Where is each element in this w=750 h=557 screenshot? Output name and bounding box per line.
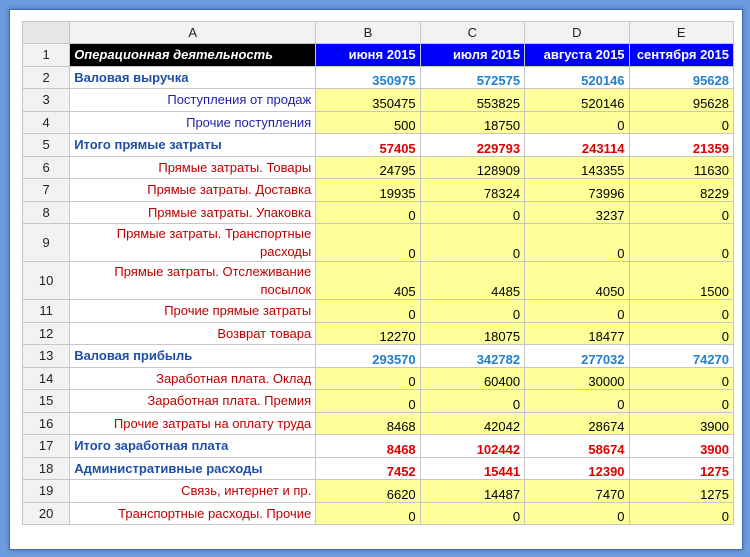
value-cell[interactable]: 0: [420, 224, 524, 262]
table-row: [23, 262, 734, 300]
table-row: [23, 201, 734, 224]
value-cell[interactable]: 143355: [525, 156, 629, 179]
table-row: [23, 179, 734, 202]
value-cell[interactable]: 0: [525, 224, 629, 262]
table-row: [23, 89, 734, 112]
value-cell[interactable]: 0: [316, 201, 420, 224]
table-row: [23, 367, 734, 390]
row-label-cell[interactable]: Связь, интернет и пр.: [70, 480, 316, 503]
value-cell[interactable]: 42042: [420, 412, 524, 435]
value-cell[interactable]: 0: [420, 390, 524, 413]
value-cell[interactable]: 3237: [525, 201, 629, 224]
value-cell[interactable]: 73996: [525, 179, 629, 202]
value-cell[interactable]: 12390: [525, 457, 629, 480]
value-cell[interactable]: 520146: [525, 89, 629, 112]
value-cell[interactable]: 0: [629, 390, 733, 413]
value-cell[interactable]: 0: [629, 367, 733, 390]
row-number[interactable]: 7: [23, 179, 70, 202]
value-cell[interactable]: 0: [525, 502, 629, 525]
row-label-cell[interactable]: Прочие прямые затраты: [70, 300, 316, 323]
value-cell[interactable]: 18750: [420, 111, 524, 134]
value-cell[interactable]: 350475: [316, 89, 420, 112]
table-row: [23, 111, 734, 134]
row-label-cell[interactable]: Прочие поступления: [70, 111, 316, 134]
row-label-cell[interactable]: Прямые затраты. Товары: [70, 156, 316, 179]
value-cell[interactable]: 572575: [420, 66, 524, 89]
value-cell[interactable]: 19935: [316, 179, 420, 202]
row-label-cell[interactable]: Прочие затраты на оплату труда: [70, 412, 316, 435]
value-cell[interactable]: 11630: [629, 156, 733, 179]
value-cell[interactable]: 277032: [525, 345, 629, 368]
value-cell[interactable]: 243114: [525, 134, 629, 157]
row-number[interactable]: 16: [23, 412, 70, 435]
month-header-cell[interactable]: сентября 2015: [629, 44, 733, 67]
table-row: [23, 322, 734, 345]
value-cell[interactable]: 78324: [420, 179, 524, 202]
month-header-cell[interactable]: июля 2015: [420, 44, 524, 67]
month-header-cell[interactable]: августа 2015: [525, 44, 629, 67]
value-cell[interactable]: 12270: [316, 322, 420, 345]
value-cell[interactable]: 0: [525, 111, 629, 134]
value-cell[interactable]: 128909: [420, 156, 524, 179]
column-header-d[interactable]: D: [525, 22, 629, 44]
value-cell[interactable]: 28674: [525, 412, 629, 435]
row-number[interactable]: 15: [23, 390, 70, 413]
column-header-a[interactable]: A: [70, 22, 316, 44]
table-row: [23, 44, 734, 67]
column-header-row: [23, 22, 734, 44]
value-cell[interactable]: 8468: [316, 412, 420, 435]
row-number[interactable]: 2: [23, 66, 70, 89]
table-row: [23, 502, 734, 525]
table-row: [23, 156, 734, 179]
table-row: [23, 457, 734, 480]
row-label-cell[interactable]: Итого прямые затраты: [70, 134, 316, 157]
row-number[interactable]: 8: [23, 201, 70, 224]
value-cell[interactable]: 8468: [316, 435, 420, 458]
value-cell[interactable]: 0: [629, 111, 733, 134]
value-cell[interactable]: 4485: [420, 262, 524, 300]
column-header-b[interactable]: B: [316, 22, 420, 44]
value-cell[interactable]: 102442: [420, 435, 524, 458]
value-cell[interactable]: 21359: [629, 134, 733, 157]
value-cell[interactable]: 3900: [629, 435, 733, 458]
table-row: [23, 435, 734, 458]
row-label-cell[interactable]: Валовая выручка: [70, 66, 316, 89]
table-row: [23, 390, 734, 413]
month-header-cell[interactable]: июня 2015: [316, 44, 420, 67]
row-label-cell[interactable]: Поступления от продаж: [70, 89, 316, 112]
table-row: [23, 134, 734, 157]
row-label-cell[interactable]: Прямые затраты. Упаковка: [70, 201, 316, 224]
value-cell[interactable]: 0: [316, 367, 420, 390]
table-row: [23, 345, 734, 368]
value-cell[interactable]: 95628: [629, 66, 733, 89]
table-row: [23, 480, 734, 503]
row-number[interactable]: 4: [23, 111, 70, 134]
row-label-cell[interactable]: Административные расходы: [70, 457, 316, 480]
row-number[interactable]: 13: [23, 345, 70, 368]
column-header-c[interactable]: C: [420, 22, 524, 44]
row-number[interactable]: 3: [23, 89, 70, 112]
row-label-cell[interactable]: Прямые затраты. Отслеживание посылок: [70, 262, 316, 300]
row-label-cell[interactable]: Заработная плата. Оклад: [70, 367, 316, 390]
value-cell[interactable]: 553825: [420, 89, 524, 112]
row-label-cell[interactable]: Заработная плата. Премия: [70, 390, 316, 413]
column-header-e[interactable]: E: [629, 22, 733, 44]
value-cell[interactable]: 0: [629, 502, 733, 525]
value-cell[interactable]: 293570: [316, 345, 420, 368]
value-cell[interactable]: 229793: [420, 134, 524, 157]
spreadsheet-grid: [22, 21, 734, 525]
row-number[interactable]: 1: [23, 44, 70, 67]
value-cell[interactable]: 0: [420, 201, 524, 224]
value-cell[interactable]: 7452: [316, 457, 420, 480]
row-number[interactable]: 18: [23, 457, 70, 480]
row-label-cell[interactable]: Прямые затраты. Доставка: [70, 179, 316, 202]
value-cell[interactable]: 342782: [420, 345, 524, 368]
value-cell[interactable]: 60400: [420, 367, 524, 390]
row-number[interactable]: 5: [23, 134, 70, 157]
table-row: [23, 224, 734, 262]
value-cell[interactable]: 0: [525, 300, 629, 323]
row-label-cell[interactable]: Валовая прибыль: [70, 345, 316, 368]
value-cell[interactable]: 1500: [629, 262, 733, 300]
value-cell[interactable]: 0: [629, 224, 733, 262]
select-all-corner[interactable]: [23, 22, 70, 44]
value-cell[interactable]: 7470: [525, 480, 629, 503]
spreadsheet-frame: [9, 9, 743, 550]
row-label-cell[interactable]: Итого заработная плата: [70, 435, 316, 458]
value-cell[interactable]: 0: [629, 322, 733, 345]
value-cell[interactable]: 1275: [629, 457, 733, 480]
value-cell[interactable]: 18075: [420, 322, 524, 345]
value-cell[interactable]: 1275: [629, 480, 733, 503]
value-cell[interactable]: 4050: [525, 262, 629, 300]
value-cell[interactable]: 0: [316, 224, 420, 262]
row-number[interactable]: 11: [23, 300, 70, 323]
table-row: [23, 66, 734, 89]
value-cell[interactable]: 0: [420, 502, 524, 525]
value-cell[interactable]: 0: [525, 390, 629, 413]
value-cell[interactable]: 15441: [420, 457, 524, 480]
value-cell[interactable]: 405: [316, 262, 420, 300]
value-cell[interactable]: 3900: [629, 412, 733, 435]
row-number[interactable]: 19: [23, 480, 70, 503]
row-number[interactable]: 17: [23, 435, 70, 458]
value-cell[interactable]: 14487: [420, 480, 524, 503]
value-cell[interactable]: 520146: [525, 66, 629, 89]
value-cell[interactable]: 0: [629, 300, 733, 323]
row-number[interactable]: 10: [23, 262, 70, 300]
value-cell[interactable]: 0: [316, 390, 420, 413]
value-cell[interactable]: 24795: [316, 156, 420, 179]
value-cell[interactable]: 500: [316, 111, 420, 134]
value-cell[interactable]: 350975: [316, 66, 420, 89]
value-cell[interactable]: 0: [316, 502, 420, 525]
value-cell[interactable]: 95628: [629, 89, 733, 112]
row-number[interactable]: 20: [23, 502, 70, 525]
row-number[interactable]: 9: [23, 224, 70, 262]
value-cell[interactable]: 30000: [525, 367, 629, 390]
value-cell[interactable]: 6620: [316, 480, 420, 503]
row-label-cell[interactable]: Транспортные расходы. Прочие: [70, 502, 316, 525]
value-cell[interactable]: 57405: [316, 134, 420, 157]
row-number[interactable]: 12: [23, 322, 70, 345]
row-label-cell[interactable]: Операционная деятельность: [70, 44, 316, 67]
value-cell[interactable]: 8229: [629, 179, 733, 202]
value-cell[interactable]: 58674: [525, 435, 629, 458]
value-cell[interactable]: 18477: [525, 322, 629, 345]
row-number[interactable]: 14: [23, 367, 70, 390]
table-row: [23, 412, 734, 435]
row-label-cell[interactable]: Прямые затраты. Транспортные расходы: [70, 224, 316, 262]
value-cell[interactable]: 0: [420, 300, 524, 323]
row-number[interactable]: 6: [23, 156, 70, 179]
value-cell[interactable]: 74270: [629, 345, 733, 368]
row-label-cell[interactable]: Возврат товара: [70, 322, 316, 345]
value-cell[interactable]: 0: [629, 201, 733, 224]
table-row: [23, 300, 734, 323]
value-cell[interactable]: 0: [316, 300, 420, 323]
